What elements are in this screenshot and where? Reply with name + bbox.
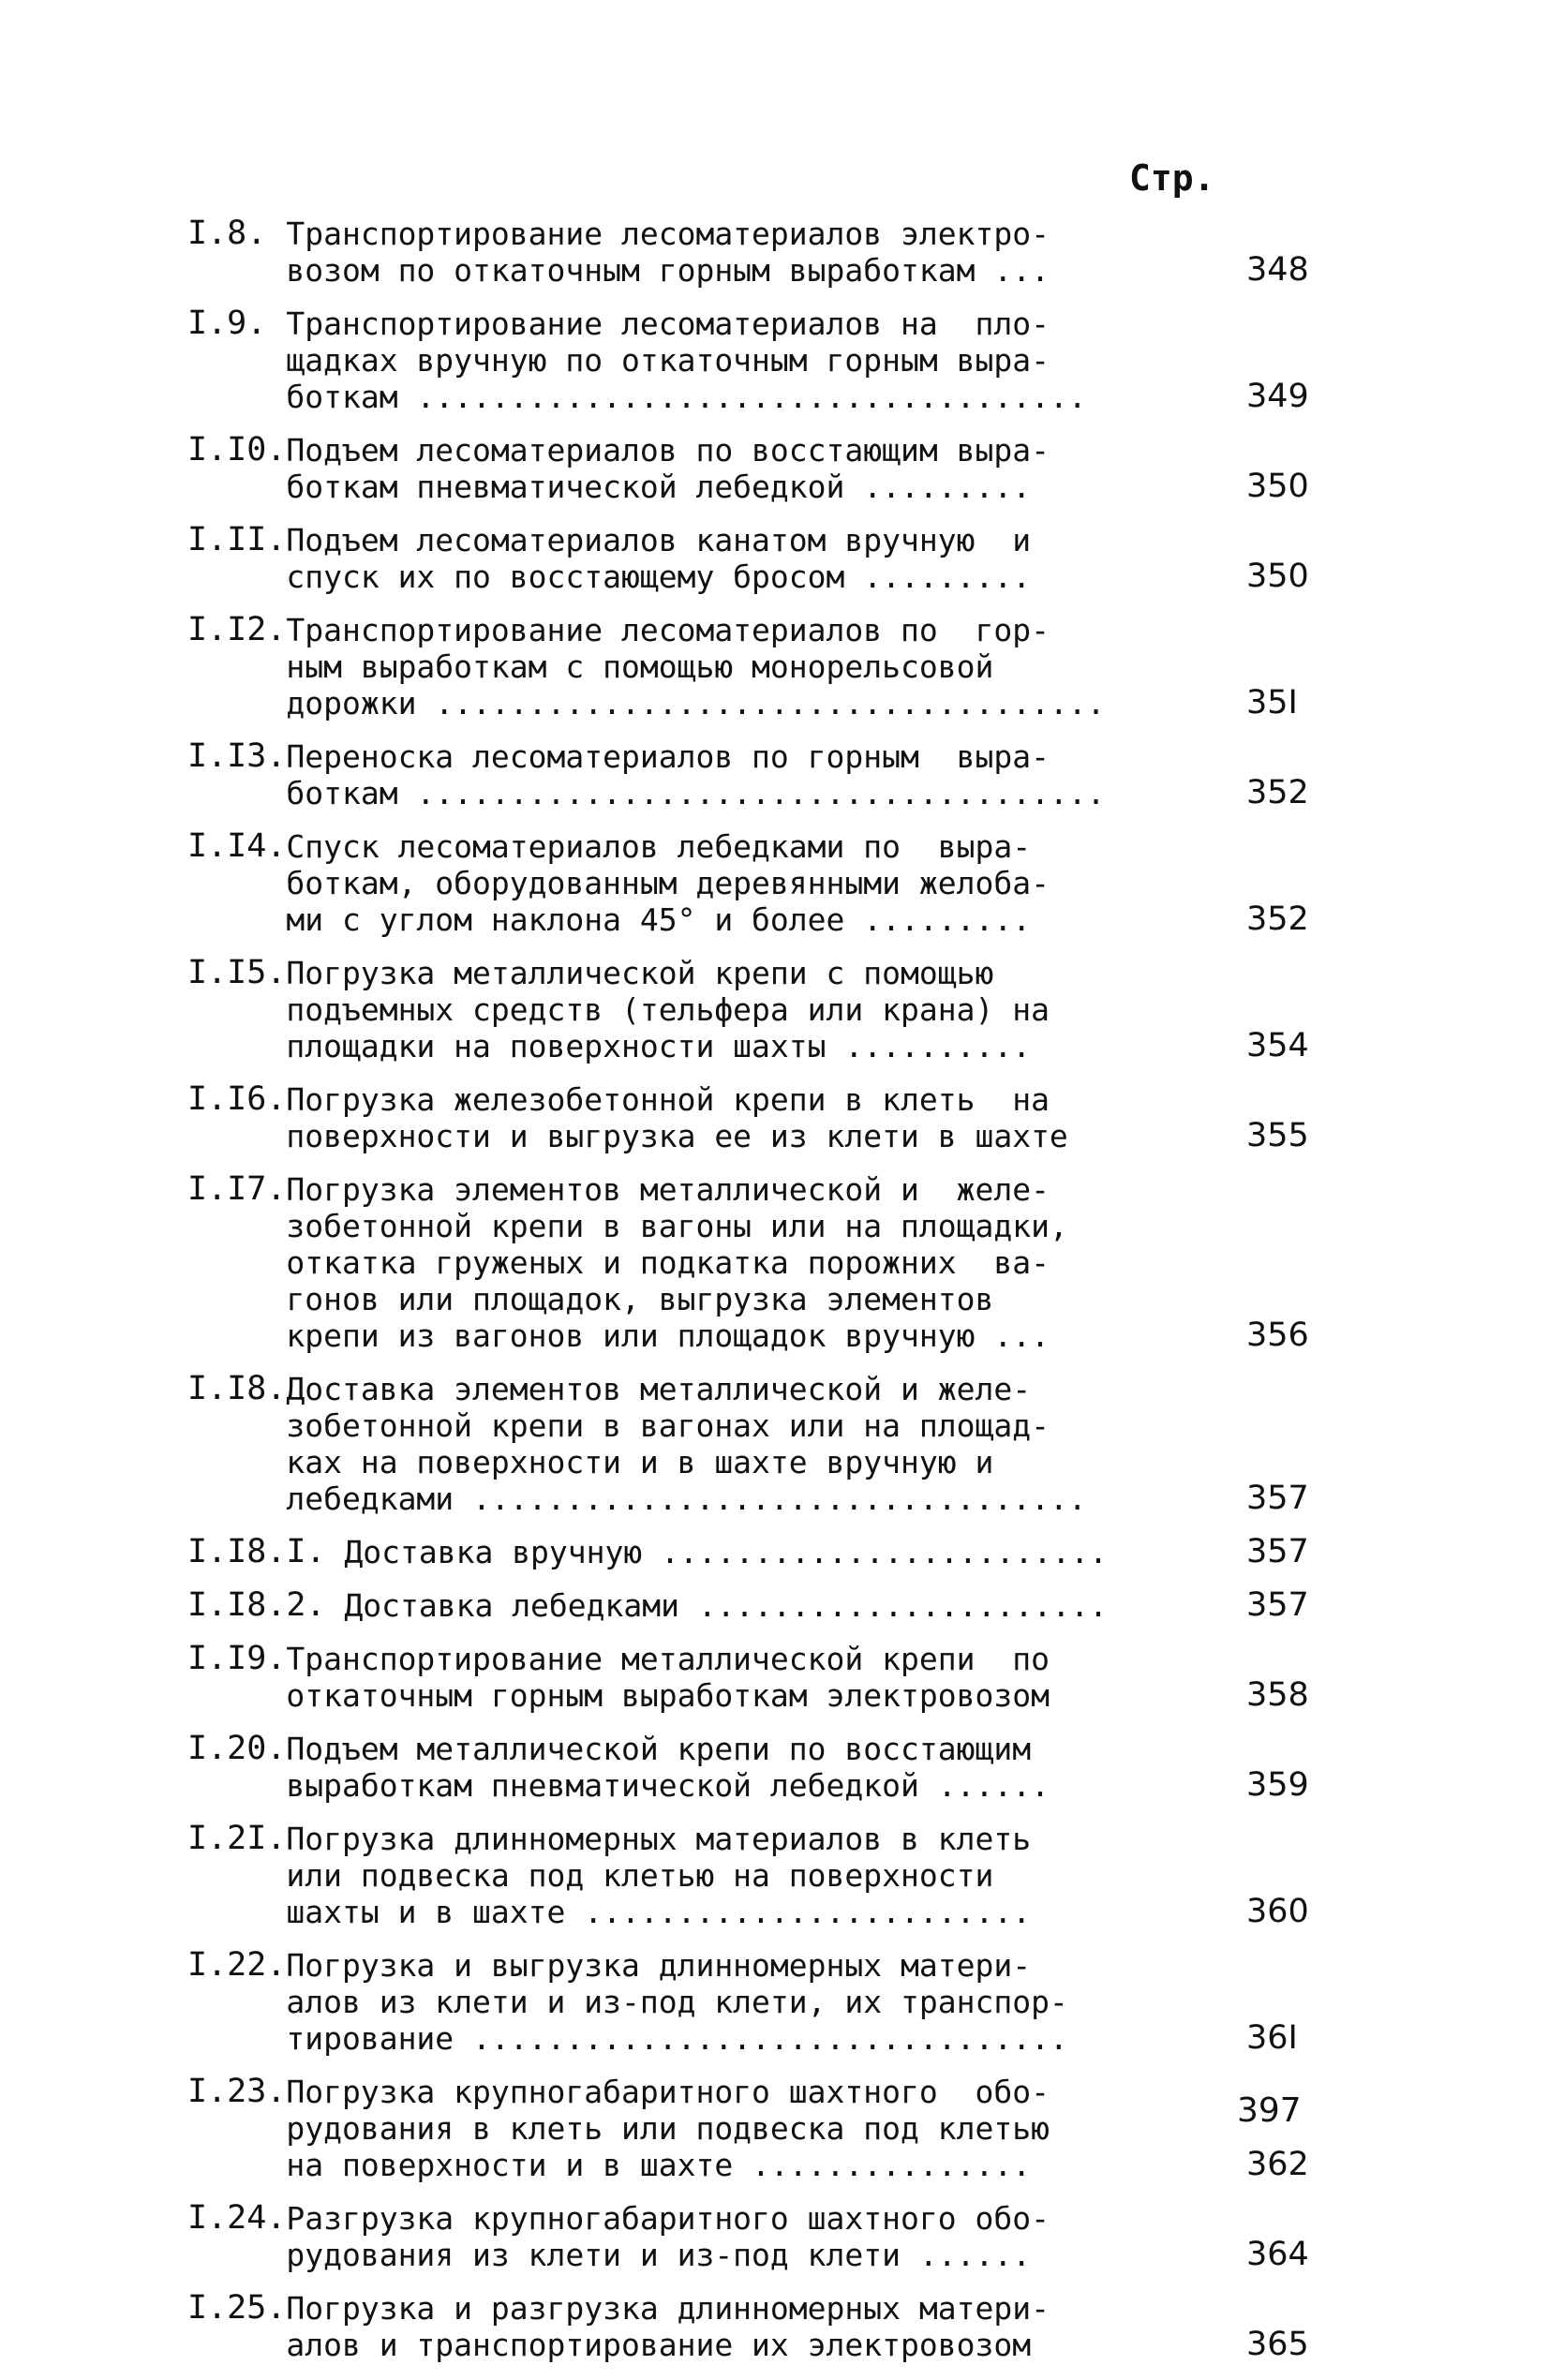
toc-entry-line: Подъем лесоматериалов канатом вручную и [286,522,1032,558]
toc-entry-line: поверхности и выгрузка ее из клети в шахте [286,1118,1068,1154]
toc-entry-line: спуск их по восстающему бросом ......... [286,558,1032,595]
toc-entry [187,432,1387,505]
toc-entry-title [286,612,1106,721]
toc-entry [187,1587,1387,1624]
toc-entry-title [286,1171,1092,1354]
toc-entry-title [286,738,1106,811]
toc-entry-line: Доставка лебедками ...................... [325,1587,1108,1624]
toc-entry-number: I.9. [187,305,287,342]
toc-entry-number: I.24. [187,2199,287,2237]
toc-entry-line: лебедками ................................. [286,1480,1087,1517]
toc-entry-line: откаточным горным выработкам электровозом [286,1677,1050,1714]
toc-entry-title [286,955,1092,1064]
toc-entry-title [286,2200,1092,2273]
toc-entry-page: 350 [1246,468,1309,505]
toc-entry-line: Подъем лесоматериалов по восстающим выра- [286,432,1050,469]
toc-entry-page: 357 [1246,1480,1309,1517]
toc-entry-number: I.23. [187,2073,287,2110]
toc-entry-line: Погрузка элементов металлической и желе- [286,1171,1050,1208]
toc-entry-line: Транспортирование металлической крепи по [286,1641,1050,1677]
toc-entry [187,738,1387,811]
toc-entry-line: Погрузка и разгрузка длинномерных матери- [286,2290,1050,2327]
toc-entry-line: Подъем металлической крепи по восстающим [286,1731,1032,1767]
toc-entry-page: 358 [1246,1676,1309,1714]
toc-entry-title [286,828,1092,938]
toc-entry-line: боткам пневматической лебедкой ......... [286,469,1032,505]
toc-entry-line: ным выработкам с помощью монорельсовой [286,648,994,685]
toc-entry-title [286,1371,1092,1517]
toc-entry-line: Погрузка длинномерных материалов в клеть [286,1821,1032,1857]
toc-entry-line: ках на поверхности и в шахте вручную и [286,1444,994,1480]
toc-entry-line: откатка груженых и подкатка порожних ва- [286,1244,1050,1281]
toc-entry-line: подъемных средств (тельфера или крана) на [286,991,1050,1028]
toc-entry-title [326,1587,1132,1624]
toc-entry-line: шахты и в шахте ........................ [286,1894,1032,1930]
toc-entry [187,1081,1387,1154]
toc-entry-line: ми с углом наклона 45° и более ......... [286,901,1032,938]
toc-entry-number: I.I8.I. [187,1533,326,1570]
toc-entry-number: I.2I. [187,1820,287,1857]
toc-entry-title [286,522,1092,595]
toc-entry-page: 349 [1246,378,1309,415]
toc-entry-page: 350 [1246,558,1309,595]
toc-entry-number: I.25. [187,2289,287,2327]
toc-entry-title [286,1081,1092,1154]
toc-entry-number: I.22. [187,1946,287,1984]
toc-entry-line: крепи из вагонов или площадок вручную ... [286,1317,1050,1354]
toc-entry-page: 362 [1246,2146,1309,2183]
toc-entry-line: Погрузка металлической крепи с помощью [286,955,994,991]
toc-entry-title [286,2290,1092,2363]
toc-entry-number: I.I0. [187,431,287,469]
toc-entry-page: 35I [1246,684,1298,721]
toc-entry-line: тирование ................................ [286,2020,1068,2057]
toc-entry-line: зобетонной крепи в вагоны или на площадки, [286,1208,1068,1244]
toc-entry-line: на поверхности и в шахте ............... [286,2147,1032,2183]
toc-entry-line: рудования в клеть или подвеска под клетью [286,2110,1050,2147]
toc-entry [187,1731,1387,1804]
toc-entry-line: боткам ..................................... [286,775,1106,811]
toc-entry-number: I.II. [187,521,287,558]
toc-entry-number: I.I8. [187,1370,287,1407]
toc-entry-number: I.I6. [187,1080,287,1118]
toc-entry-line: алов из клети и из-под клети, их транспор- [286,1984,1068,2020]
toc-entry [187,955,1387,1064]
toc-entry-title [286,1821,1092,1930]
toc-entry-title [286,1947,1092,2057]
toc-entry [187,1534,1387,1570]
toc-entry [187,1171,1387,1354]
toc-entry-line: боткам, оборудованным деревянными желоба- [286,865,1050,901]
toc-entry-page: 354 [1246,1027,1309,1064]
toc-entry-line: Разгрузка крупногабаритного шахтного обо- [286,2200,1050,2237]
toc-entry-line: Транспортирование лесоматериалов по гор- [286,612,1050,648]
toc-entry [187,1371,1387,1517]
toc-entry-title [286,1731,1092,1804]
toc-entry-page: 352 [1246,900,1309,938]
toc-entry-page: 355 [1246,1117,1309,1154]
toc-entry-line: площадки на поверхности шахты .......... [286,1028,1032,1064]
toc-entry-line: алов и транспортирование их электровозом [286,2327,1032,2363]
toc-entry [187,305,1387,415]
toc-entry-page: 360 [1246,1893,1309,1930]
toc-entry-page: 364 [1246,2236,1309,2273]
toc-entry [187,522,1387,595]
toc-entry-title [286,432,1092,505]
toc-entry-line: Доставка вручную ........................ [325,1534,1108,1570]
toc-entry-line: или подвеска под клетью на поверхности [286,1857,994,1894]
toc-entry [187,1641,1387,1714]
toc-entry [187,2074,1387,2183]
toc-entry [187,1821,1387,1930]
toc-entry-line: выработкам пневматической лебедкой ...... [286,1767,1050,1804]
toc-entry-line: Доставка элементов металлической и желе- [286,1371,1032,1407]
toc-entry-page: 357 [1246,1533,1309,1570]
toc-entry-number: I.8. [187,215,287,252]
toc-entry [187,2200,1387,2273]
toc-entry-line: возом по откаточным горным выработкам ... [286,252,1050,289]
toc-entry-line: Транспортирование лесоматериалов электро- [286,216,1050,252]
toc-entry-line: зобетонной крепи в вагонах или на площад- [286,1407,1050,1444]
toc-entry-line: рудования из клети и из-под клети ...... [286,2237,1032,2273]
toc-entry [187,1947,1387,2057]
toc-entry-number: I.I7. [187,1170,287,1208]
toc-entry-number: I.I2. [187,611,287,648]
toc-entry-title [286,1641,1092,1714]
toc-entry-title [286,2074,1092,2183]
toc-entry-number: I.I5. [187,954,287,991]
toc-entry-number: I.I9. [187,1640,287,1677]
toc-entry-line: гонов или площадок, выгрузка элементов [286,1281,994,1317]
toc-entry-number: I.20. [187,1730,287,1767]
toc-entry-number: I.I8.2. [187,1586,326,1624]
toc-entry [187,612,1387,721]
toc-entry-number: I.I4. [187,827,287,865]
toc-entry-line: боткам .................................... [286,379,1087,415]
toc-entry-title [326,1534,1132,1570]
toc-entry-page: 348 [1246,251,1309,289]
page-number: 397 [1237,2091,1302,2130]
toc-entry-line: Погрузка крупногабаритного шахтного обо- [286,2074,1050,2110]
toc-entry-line: Спуск лесоматериалов лебедками по выра- [286,828,1032,865]
toc-entry-line: Погрузка железобетонной крепи в клеть на [286,1081,1050,1118]
toc-entry [187,2290,1387,2363]
toc-entry-page: 36I [1246,2019,1298,2057]
table-of-contents [187,216,1387,2380]
toc-entry-line: Транспортирование лесоматериалов на пло- [286,305,1050,342]
toc-entry-title [286,305,1092,415]
toc-entry-page: 359 [1246,1766,1309,1804]
toc-entry-page: 356 [1246,1316,1309,1354]
toc-entry-line: Переноска лесоматериалов по горным выра- [286,738,1050,775]
toc-entry-page: 365 [1246,2326,1309,2363]
page-column-label: Стр. [1129,157,1215,199]
toc-entry-line: щадках вручную по откаточным горным выра- [286,342,1050,379]
toc-entry-page: 352 [1246,774,1309,811]
toc-entry [187,828,1387,938]
toc-entry [187,216,1387,289]
toc-entry-line: дорожки .................................... [286,685,1106,721]
toc-entry-title [286,216,1092,289]
toc-entry-number: I.I3. [187,737,287,775]
toc-entry-line: Погрузка и выгрузка длинномерных матери- [286,1947,1032,1984]
toc-entry-page: 357 [1246,1586,1309,1624]
